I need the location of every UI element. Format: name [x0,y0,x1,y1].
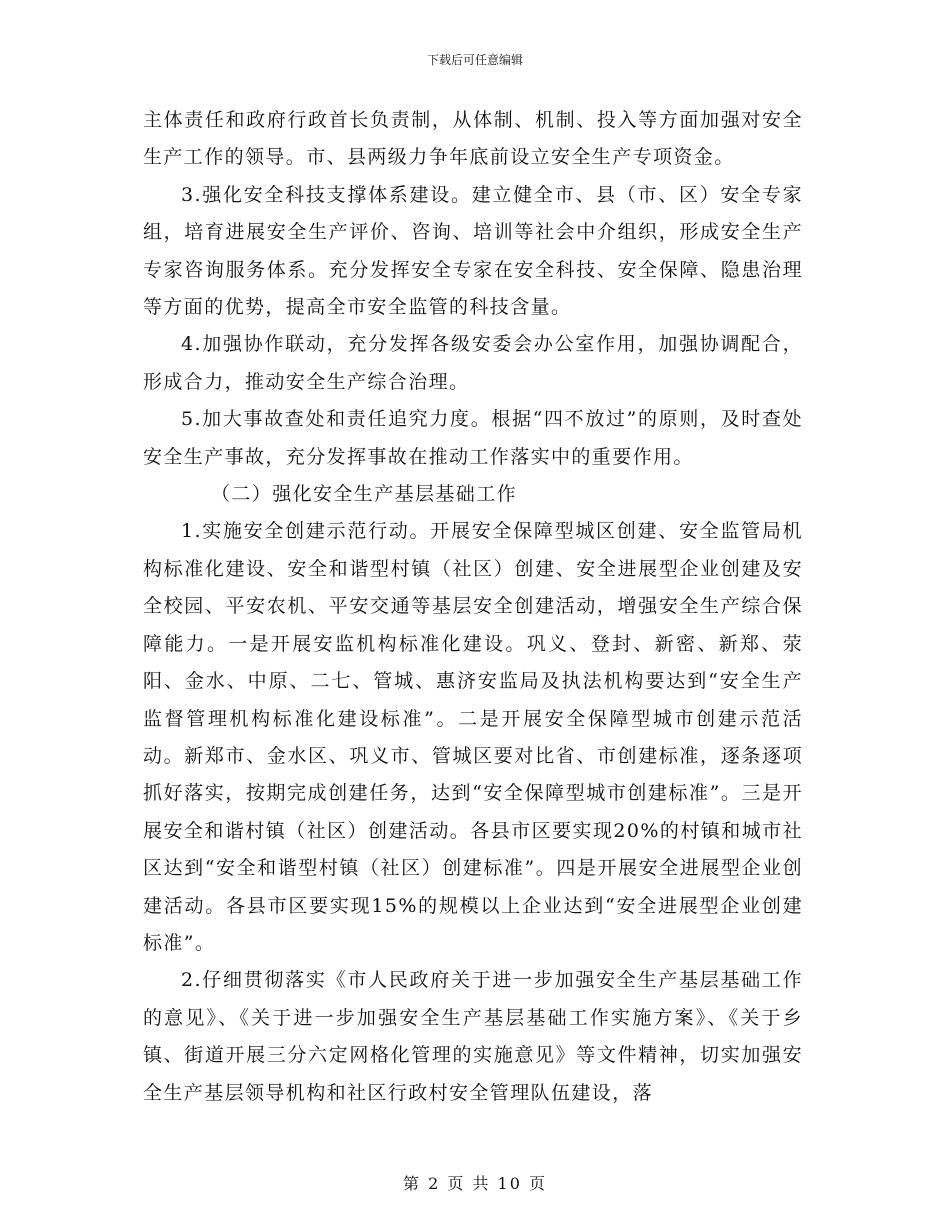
paragraph-section2-item-1: 1.实施安全创建示范行动。开展安全保障型城区创建、安全监管局机构标准化建设、安全和谐型村镇（社区）创建、安全进展型企业创建及安全校园、平安农机、平安交通等基层安全创建活动，增强安全生产综合保障能力。一是开展安监机构标准化建设。巩义、登封、新密、新郑、荥阳、金水、中原、二七、管城、惠济安监局及执法机构要达到“安全生产监督管理机构标准化建设标准”。二是开展安全保障型城市创建示范活动。新郑市、金水区、巩义市、管城区要对比省、市创建标准，逐条逐项抓好落实，按期完成创建任务，达到“安全保障型城市创建标准”。三是开展安全和谐村镇（社区）创建活动。各县市区要实现20%的村镇和城市社区达到“安全和谐型村镇（社区）创建标准”。四是开展安全进展型企业创建活动。各县市区要实现15%的规模以上企业达到“安全进展型企业创建标准”。 [143,520,803,954]
paragraph-continued: 主体责任和政府行政首长负责制，从体制、机制、投入等方面加强对安全生产工作的领导。市、县两级力争年底前设立安全生产专项资金。 [143,109,803,169]
paragraph-item-5: 5.加大事故查处和责任追究力度。根据“四不放过”的原则，及时查处安全生产事故，充分发挥事故在推动工作落实中的重要作用。 [143,408,803,468]
page-number-footer: 第 2 页 共 10 页 [403,1174,547,1193]
document-body [143,102,803,1112]
paragraph-section2-item-2: 2.仔细贯彻落实《市人民政府关于进一步加强安全生产基层基础工作的意见》、《关于进一步加强安全生产基层基础工作实施方案》、《关于乡镇、街道开展三分六定网格化管理的实施意见》等文件精神，切实加强安全生产基层领导机构和社区行政村安全管理队伍建设，落 [143,969,803,1104]
section-heading: （二）强化安全生产基层基础工作 [211,483,518,506]
paragraph-item-4: 4.加强协作联动，充分发挥各级安委会办公室作用，加强协调配合，形成合力，推动安全生产综合治理。 [143,333,803,393]
page-header: 下载后可任意编辑 [426,53,523,67]
paragraph-item-3: 3.强化安全科技支撑体系建设。建立健全市、县（市、区）安全专家组，培育进展安全生产评价、咨询、培训等社会中介组织，形成安全生产专家咨询服务体系。充分发挥安全专家在安全科技、安全保障、隐患治理等方面的优势，提高全市安全监管的科技含量。 [143,183,803,319]
